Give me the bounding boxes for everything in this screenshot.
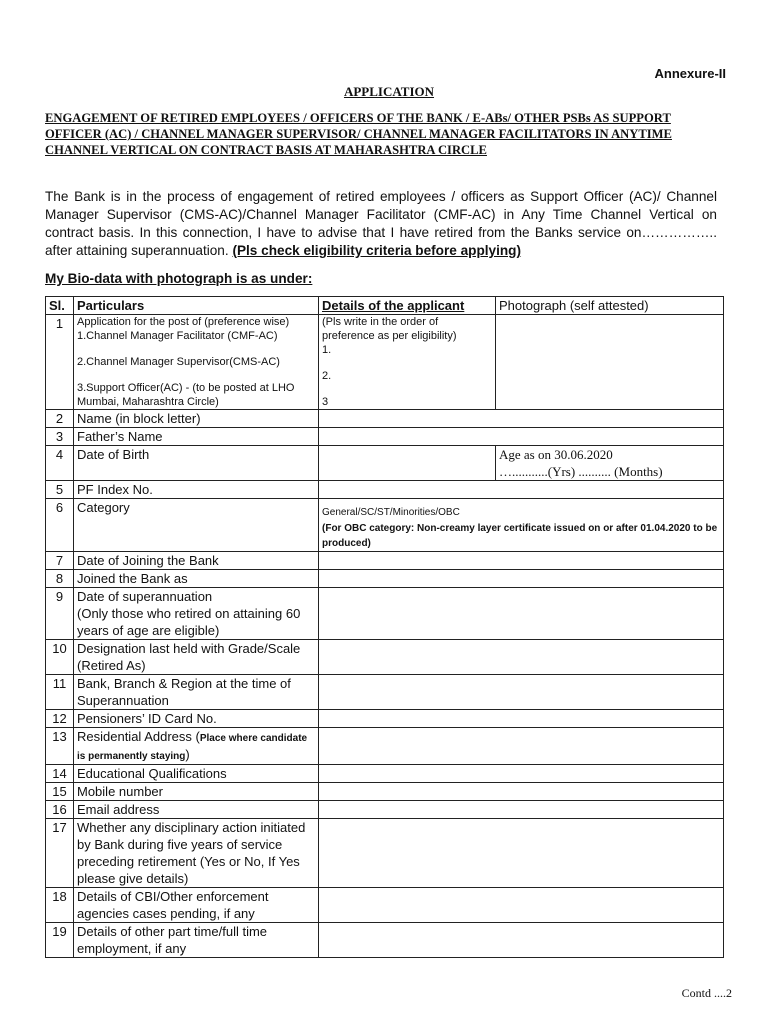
row-sl: 12	[46, 710, 74, 728]
row-sl: 18	[46, 888, 74, 923]
row-label: Educational Qualifications	[74, 765, 319, 783]
category-note: (For OBC category: Non-creamy layer certificate issued on or after 01.04.2020 to be produced)	[322, 523, 718, 549]
row-sl: 10	[46, 640, 74, 675]
engagement-title: ENGAGEMENT OF RETIRED EMPLOYEES / OFFICERS OF THE BANK / E-ABs/ OTHER PSBs AS SUPPORT OFFICER (AC) / CHANNEL MANAGER SUPERVISOR/ CHANNEL MANAGER FACILITATORS IN ANYTIME CHANNEL VERTICAL ON CONTRACT BASIS AT MAHARASHTRA CIRCLE	[45, 111, 672, 157]
preference-entry[interactable]	[319, 315, 496, 410]
father-name-entry[interactable]	[319, 428, 724, 446]
age-line-1: Age as on 30.06.2020	[499, 447, 613, 462]
row-label: Category	[74, 499, 319, 552]
table-row	[46, 710, 724, 728]
row-sl: 8	[46, 570, 74, 588]
bio-data-heading: My Bio-data with photograph is as under:	[45, 271, 313, 286]
option-support-officer: 3.Support Officer(AC) - (to be posted at LHO Mumbai, Maharashtra Circle)	[77, 382, 295, 408]
row-sl: 9	[46, 588, 74, 640]
row-sl: 14	[46, 765, 74, 783]
row-sl: 13	[46, 728, 74, 765]
row-sl: 1	[46, 315, 74, 410]
row-sl: 6	[46, 499, 74, 552]
preference-2: 2.	[322, 370, 332, 382]
row-sl: 5	[46, 481, 74, 499]
row-sl: 16	[46, 801, 74, 819]
row-sl: 2	[46, 410, 74, 428]
intro-paragraph	[45, 188, 717, 260]
intro-note: (Pls check eligibility criteria before applying)	[232, 243, 522, 258]
row-label: Date of Joining the Bank	[74, 552, 319, 570]
dob-entry[interactable]	[319, 446, 496, 481]
row-label: Mobile number	[74, 783, 319, 801]
option-cmf: 1.Channel Manager Facilitator (CMF-AC)	[77, 330, 278, 342]
row-label: Whether any disciplinary action initiated by Bank during five years of service preceding retirement (Yes or No, If Yes please give details)	[74, 819, 319, 888]
name-entry[interactable]	[319, 410, 724, 428]
table-row	[46, 888, 724, 923]
row-label: Joined the Bank as	[74, 570, 319, 588]
row-label: Date of Birth	[74, 446, 319, 481]
annexure-label: Annexure-II	[654, 66, 726, 81]
address-close: )	[185, 747, 190, 762]
email-entry[interactable]	[319, 801, 724, 819]
row-label: Name (in block letter)	[74, 410, 319, 428]
table-row	[46, 446, 724, 481]
designation-entry[interactable]	[319, 640, 724, 675]
row-label: Details of other part time/full time employment, if any	[74, 923, 319, 958]
post-preference-label: Application for the post of (preference wise)	[77, 316, 290, 328]
table-row	[46, 552, 724, 570]
table-row	[46, 588, 724, 640]
joined-as-entry[interactable]	[319, 570, 724, 588]
continued-label: Contd ....2	[681, 986, 732, 1000]
table-row	[46, 499, 724, 552]
row-label: Bank, Branch & Region at the time of Superannuation	[74, 675, 319, 710]
branch-entry[interactable]	[319, 675, 724, 710]
application-title: APPLICATION	[343, 84, 435, 99]
photograph-box[interactable]	[496, 315, 724, 410]
superannuation-label: Date of superannuation	[77, 589, 213, 604]
doj-entry[interactable]	[319, 552, 724, 570]
row-sl: 7	[46, 552, 74, 570]
row-label: Pensioners’ ID Card No.	[74, 710, 319, 728]
cbi-cases-entry[interactable]	[319, 888, 724, 923]
qualification-entry[interactable]	[319, 765, 724, 783]
option-cms: 2.Channel Manager Supervisor(CMS-AC)	[77, 356, 280, 368]
row-label: Details of CBI/Other enforcement agencies cases pending, if any	[74, 888, 319, 923]
row-sl: 11	[46, 675, 74, 710]
pensioner-id-entry[interactable]	[319, 710, 724, 728]
row-label: Email address	[74, 801, 319, 819]
mobile-entry[interactable]	[319, 783, 724, 801]
preference-3: 3	[322, 396, 329, 408]
table-row	[46, 801, 724, 819]
bio-data-table	[45, 296, 724, 958]
disciplinary-entry[interactable]	[319, 819, 724, 888]
header-details: Details of the applicant	[319, 297, 496, 315]
table-row	[46, 481, 724, 499]
row-label: PF Index No.	[74, 481, 319, 499]
row-label: Father’s Name	[74, 428, 319, 446]
address-note: Place where candidate is permanently staying	[77, 733, 308, 762]
table-row	[46, 783, 724, 801]
table-header-row	[46, 297, 724, 315]
superannuation-entry[interactable]	[319, 588, 724, 640]
row-sl: 19	[46, 923, 74, 958]
pf-index-entry[interactable]	[319, 481, 724, 499]
category-options: General/SC/ST/Minorities/OBC	[322, 507, 460, 518]
table-row	[46, 819, 724, 888]
category-entry[interactable]	[319, 499, 724, 552]
table-row	[46, 640, 724, 675]
row-sl: 4	[46, 446, 74, 481]
table-row	[46, 728, 724, 765]
age-cell	[496, 446, 724, 481]
preference-note: (Pls write in the order of preference as per eligibility)	[322, 316, 457, 342]
row-label	[74, 588, 319, 640]
header-photograph: Photograph (self attested)	[496, 297, 724, 315]
superannuation-note: (Only those who retired on attaining 60 years of age are eligible)	[77, 606, 301, 638]
other-employment-entry[interactable]	[319, 923, 724, 958]
table-row	[46, 410, 724, 428]
age-line-2: …...........(Yrs) .......... (Months)	[499, 464, 663, 479]
header-particulars: Particulars	[74, 297, 319, 315]
intro-text: The Bank is in the process of engagement of retired employees / officers as Support Officer (AC)/ Channel Manager Supervisor (CMS-AC)/Channel Manager Facilitator (CMF-AC) in Any Time Channel Vertical on contract basis. In this connection, I have to advise that I have retired from the Banks service on…………….. after attaining superannuation.	[45, 189, 717, 258]
preference-1: 1.	[322, 344, 332, 356]
row-sl: 17	[46, 819, 74, 888]
row-sl: 3	[46, 428, 74, 446]
row-label: Designation last held with Grade/Scale (Retired As)	[74, 640, 319, 675]
address-entry[interactable]	[319, 728, 724, 765]
table-row	[46, 315, 724, 410]
table-row	[46, 675, 724, 710]
header-sl: Sl.	[46, 297, 74, 315]
address-label: Residential Address (	[77, 729, 200, 744]
table-row	[46, 428, 724, 446]
table-row	[46, 570, 724, 588]
row-sl: 15	[46, 783, 74, 801]
row-particulars	[74, 315, 319, 410]
row-label	[74, 728, 319, 765]
table-row	[46, 923, 724, 958]
table-row	[46, 765, 724, 783]
